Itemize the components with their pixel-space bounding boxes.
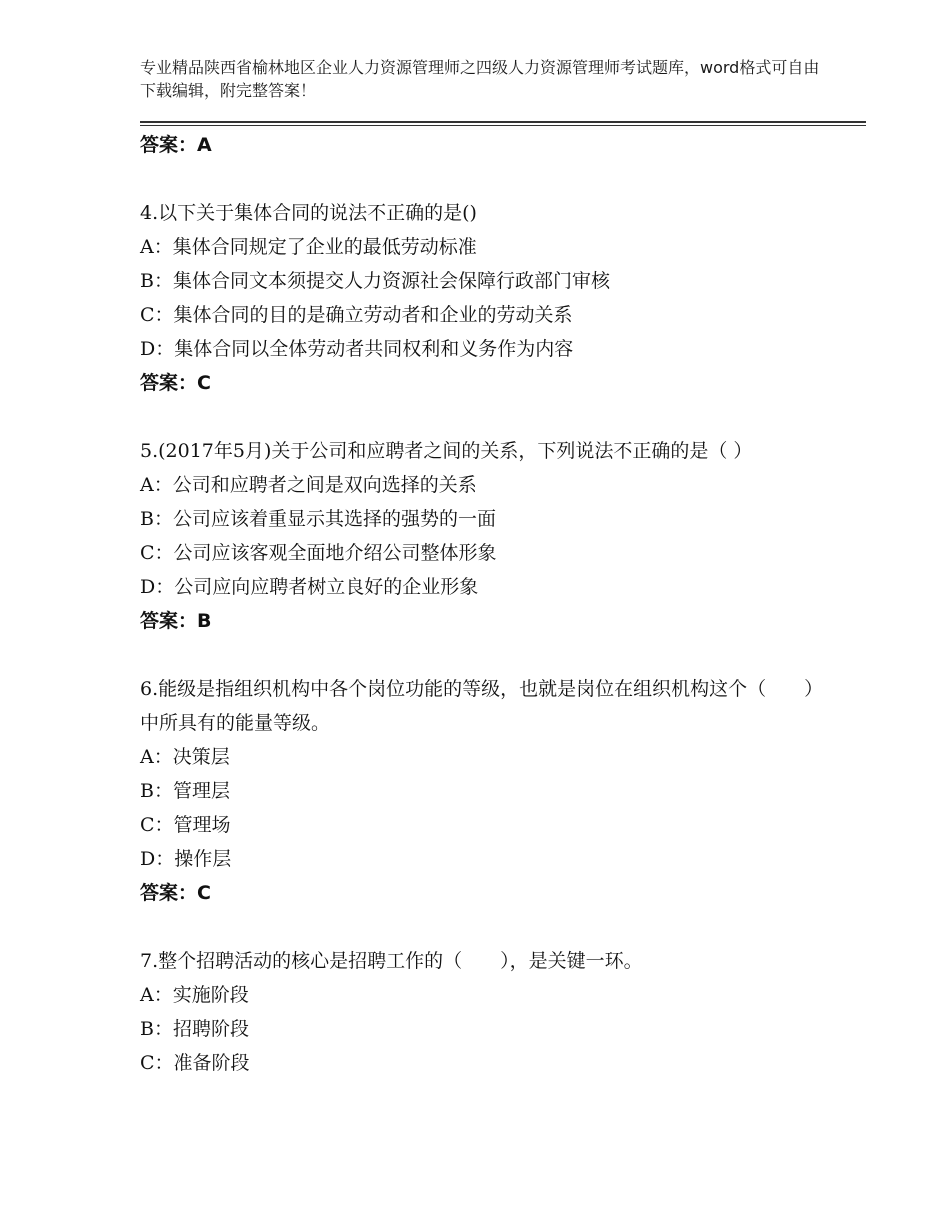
answer-line: 答案：A bbox=[140, 134, 212, 156]
question-4-option-b: B：集体合同文本须提交人力资源社会保障行政部门审核 bbox=[140, 270, 610, 292]
question-list bbox=[140, 128, 820, 1080]
question-5-option-c: C：公司应该客观全面地介绍公司整体形象 bbox=[140, 542, 497, 564]
header-rule-thick bbox=[140, 121, 866, 123]
question-5-answer: 答案：B bbox=[140, 610, 212, 632]
spacer bbox=[140, 400, 820, 434]
question-4-option-d: D：集体合同以全体劳动者共同权利和义务作为内容 bbox=[140, 338, 574, 360]
header-rule-thin bbox=[140, 125, 866, 126]
question-6-option-a: A：决策层 bbox=[140, 746, 230, 768]
question-6-answer: 答案：C bbox=[140, 882, 211, 904]
question-6-option-d: D：操作层 bbox=[140, 848, 232, 870]
question-6-option-c: C：管理场 bbox=[140, 814, 231, 836]
document-header: 专业精品陕西省榆林地区企业人力资源管理师之四级人力资源管理师考试题库，word格式可自由下载编辑，附完整答案！ bbox=[140, 58, 820, 100]
question-4-answer: 答案：C bbox=[140, 372, 211, 394]
spacer bbox=[140, 910, 820, 944]
question-4-option-a: A：集体合同规定了企业的最低劳动标准 bbox=[140, 236, 477, 258]
spacer bbox=[140, 162, 820, 196]
question-6-option-b: B：管理层 bbox=[140, 780, 230, 802]
question-7: 7.整个招聘活动的核心是招聘工作的（ ），是关键一环。 bbox=[140, 950, 643, 972]
question-4: 4.以下关于集体合同的说法不正确的是() bbox=[140, 202, 477, 224]
spacer bbox=[140, 638, 820, 672]
question-4-option-c: C：集体合同的目的是确立劳动者和企业的劳动关系 bbox=[140, 304, 573, 326]
question-7-option-a: A：实施阶段 bbox=[140, 984, 249, 1006]
question-5-option-b: B：公司应该着重显示其选择的强势的一面 bbox=[140, 508, 496, 530]
question-5-option-d: D：公司应向应聘者树立良好的企业形象 bbox=[140, 576, 479, 598]
question-5-option-a: A：公司和应聘者之间是双向选择的关系 bbox=[140, 474, 477, 496]
question-5: 5.(2017年5月)关于公司和应聘者之间的关系，下列说法不正确的是（ ） bbox=[140, 440, 753, 462]
question-6: 6.能级是指组织机构中各个岗位功能的等级，也就是岗位在组织机构这个（ ）中所具有的能量等级。 bbox=[140, 678, 814, 734]
question-7-option-c: C：准备阶段 bbox=[140, 1052, 250, 1074]
question-7-option-b: B：招聘阶段 bbox=[140, 1018, 249, 1040]
